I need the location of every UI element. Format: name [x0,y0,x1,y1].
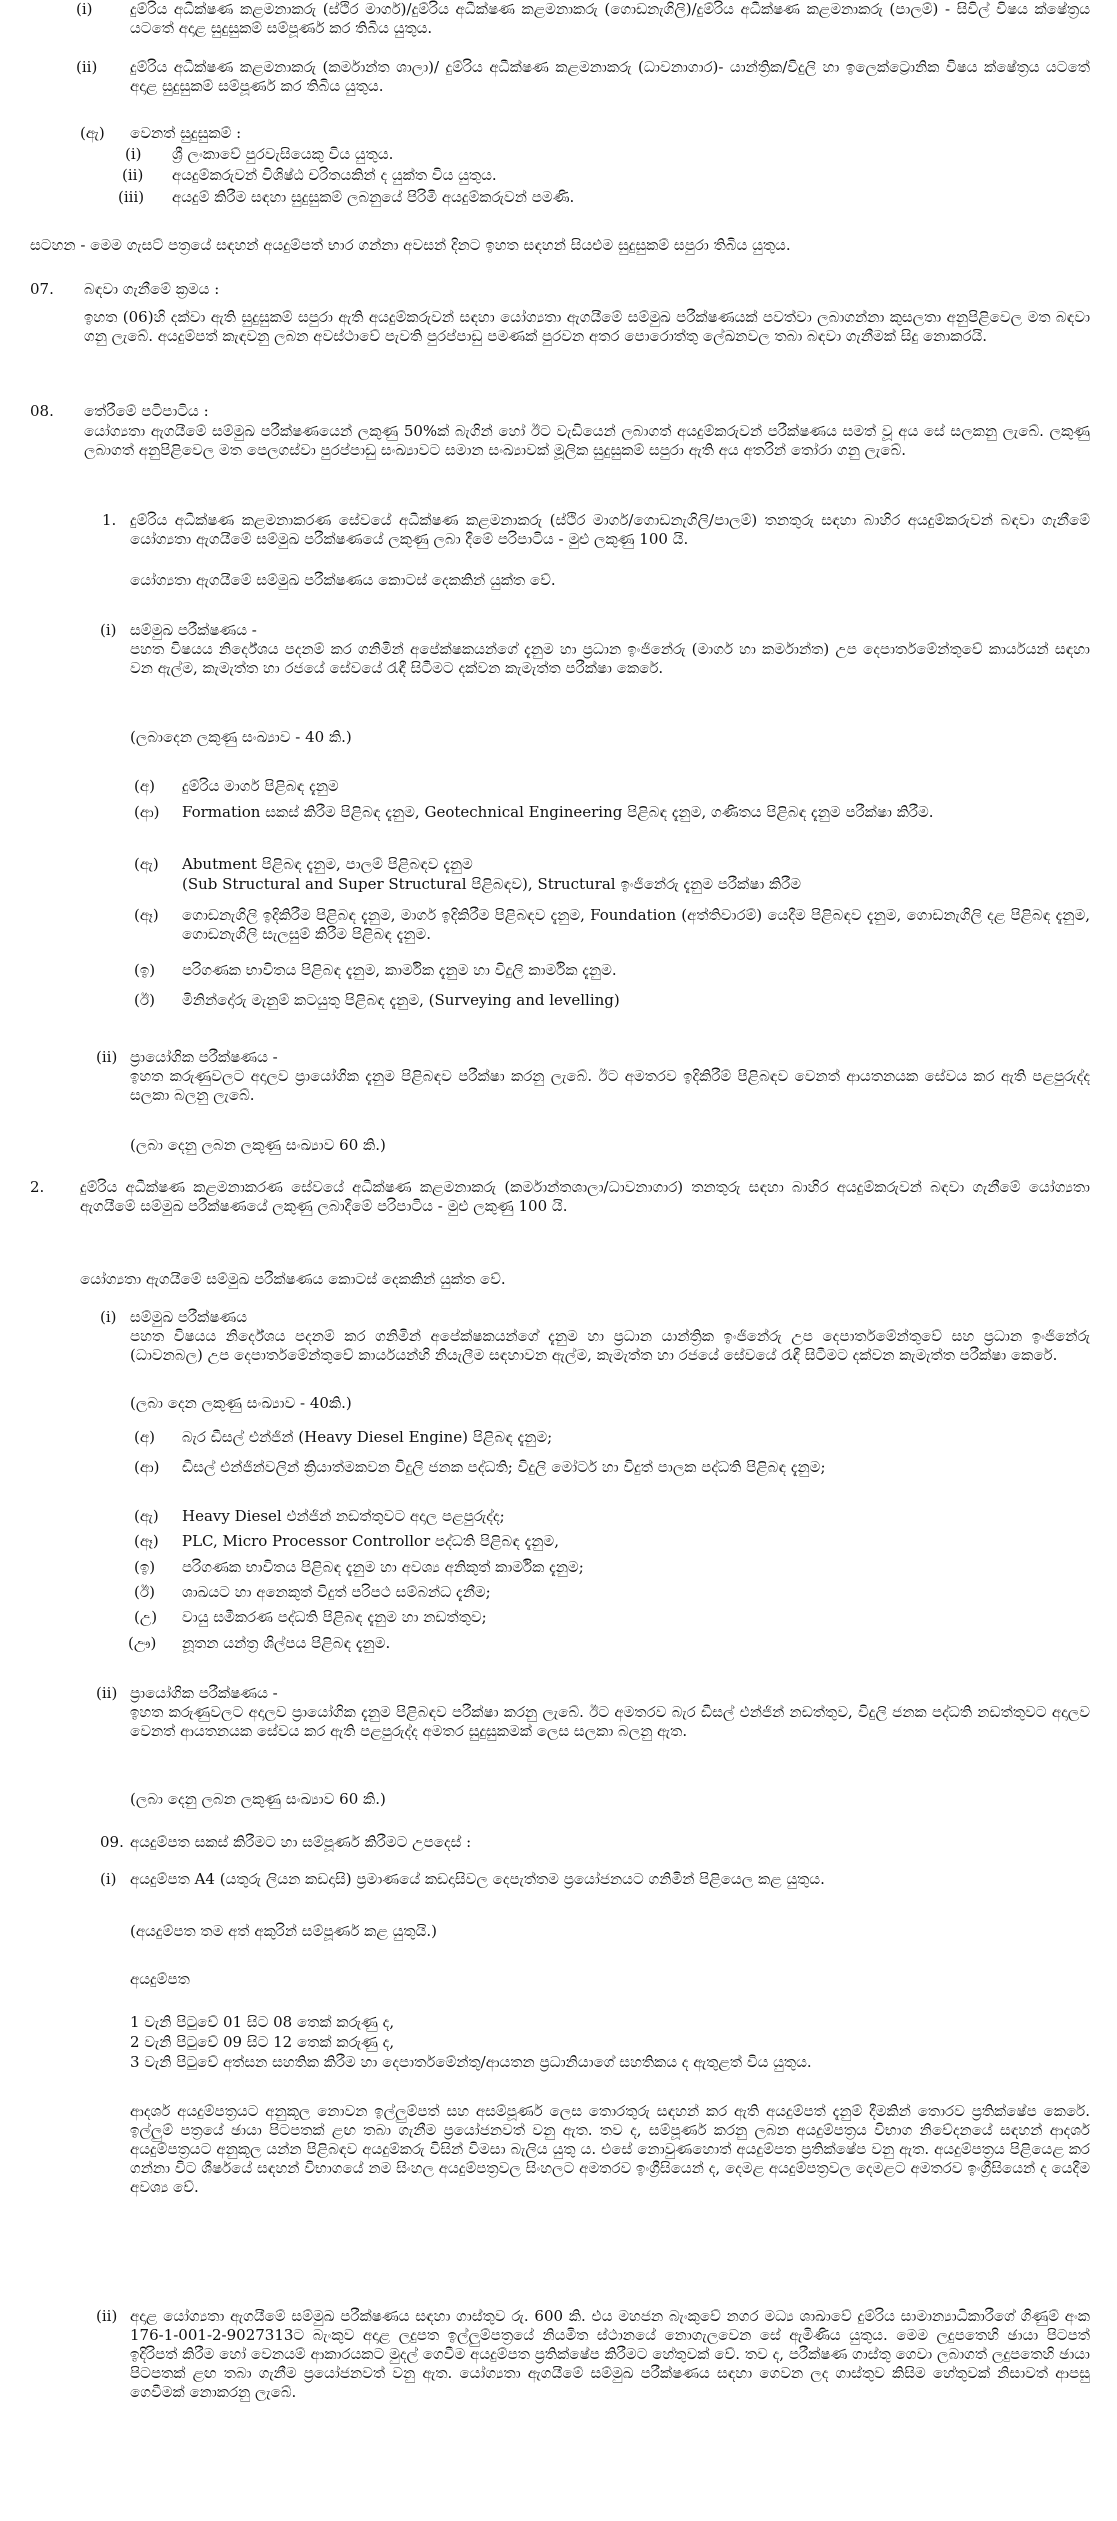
section-09-note: (අයදුම්පත තම අත් අකුරින් සම්පූර්ණ කළ යුතුයි.) [130,1922,437,1940]
sub-1-item-number: (අ) [134,777,155,795]
sub-2-parts-text: යෝග්‍යතා ඇගයීමේ සම්මුඛ පරීක්ෂණය කොටස් දෙකකින් යුක්ත වේ. [80,1270,506,1288]
section-09-i-text: අයදුම්පත A4 (යතුරු ලියන කඩදාසි) ප්‍රමාණයේ කඩදාසිවල දෙපැත්තම ප්‍රයෝජනයට ගනිමින් පිළියෙල කළ යුතුය. [130,1870,825,1888]
sub-1-ii-marks: (ලබා දෙනු ලබන ලකුණු සංඛ්‍යාව 60 කි.) [130,1136,386,1154]
section-09-ii-number: (ii) [96,2307,118,2325]
other-quals-item-number: (i) [125,145,142,163]
sub-2-i-marks: (ලබා දෙන ලකුණු සංඛ්‍යාව - 40කි.) [130,1394,352,1412]
section-09-i-number: (i) [100,1870,117,1888]
other-quals-number: (ඇ) [80,124,105,142]
sub-1-number: 1. [102,511,117,529]
top-item-ii-number: (ii) [76,58,98,76]
sub-2-item-text: ඩීසල් එන්ජින්වලින් ක්‍රියාත්මකවන විදුලි ජනක පද්ධති; විදුලි මෝටර් හා විදුත් පාලක පද්ධති පිළිබඳ දැනුම; [182,1458,826,1476]
section-09-label: අයදුම්පත [130,1970,190,1988]
sub-1-item-text: මිනින්දෝරු මැනුම් කටයුතු පිළිබඳ දැනුම, (Surveying and levelling) [182,991,620,1009]
section-08-intro: යෝග්‍යතා ඇගයීමේ සම්මුඛ පරීක්ෂණයෙන් ලකුණු 50%ක් බැගින් හෝ ඊට වැඩියෙන් ලබාගත් අයදුම්කරුවන් පරීක්ෂණය සමත් වූ අය සේ සලකනු ලැබේ. ලකුණු ලබාගත් අනුපිළිවෙල මත පෙලගස්වා පුරප්පාඩු සංඛ්‍යාවට සමාන සංඛ්‍යාවක් මූලික සුදුසුකම් සපුරා ඇති අය අතරින් තෝරා ගනු ලැබේ. [84,422,1090,459]
sub-2-i-text: පහත විෂයය නිර්දේශය පදනම් කර ගනිමින් අපේක්ෂකයන්ගේ දැනුම හා ප්‍රධාන යාන්ත්‍රික ඉංජිනේරු උප දෙපාර්තමේන්තුවේ සහ ප්‍රධාන ඉංජිනේරු (ධාවනබල) උප දෙපාර්තමේන්තුවේ කාර්යයන්හි නියැලීම සඳහාවන ඇල්ම, කැමැත්ත හා රජයේ සේවයේ රැඳී සිටීමට දක්වන කැමැත්ත පරීක්ෂා කෙරේ. [130,1327,1090,1364]
sub-2-ii-text: ඉහත කරුණුවලට අදාලව ප්‍රායෝගික දැනුම පිළිබඳව පරීක්ෂා කරනු ලැබේ. ඊට අමතරව බැර ඩීසල් එන්ජින් නඩත්තුව, විදුලි ජනක පද්ධති නඩත්තුවට අදාලව වෙනත් ආයතනයක සේවය කර ඇති පළපුරුද්ද අමතර සුදුසුකමක් ලෙස සලකා බලනු ඇත. [130,1703,1090,1740]
sub-1-ii-number: (ii) [96,1048,118,1066]
sub-1-item-number: (ඈ) [134,906,159,924]
page-instruction: 3 වැනි පිටුවේ අත්සන සහතික කිරීම හා දෙපාර්තමේන්තු/ආයතන ප්‍රධානියාගේ සහතිකය ද ඇතුළත් විය යුතුය. [130,2053,812,2071]
sub-2-i-title: සම්මුඛ පරීක්ෂණය [130,1308,248,1326]
other-quals-item-number: (iii) [118,188,145,206]
sub-1-parts-text: යෝග්‍යතා ඇගයීමේ සම්මුඛ පරීක්ෂණය කොටස් දෙකකින් යුක්ත වේ. [130,571,556,589]
page-instruction: 2 වැනි පිටුවේ 09 සිට 12 තෙක් කරුණු ද, [130,2033,395,2051]
sub-1-item-number: (ආ) [134,803,160,821]
sub-1-item-text: Abutment පිළිබඳ දැනුම, පාලම් පිළිබඳව දැනුම [182,855,473,873]
sub-1-item-text: ගොඩනැගිලි ඉදිකිරීම පිළිබඳ දැනුම, මාර්ග ඉදිකිරීම පිළිබඳව දැනුම, Foundation (අත්තිවාරම්) යෙදීම පිළිබඳව දැනුම, ගොඩනැගිලි දළ පිළිබඳ දැනුම, ගොඩනැගිලි සැලසුම් කිරීම පිළිබඳ දැනුම. [182,906,1090,943]
section-07-text: ඉහත (06)හි දක්වා ඇති සුදුසුකම් සපුරා ඇති අයදුම්කරුවන් සඳහා යෝග්‍යතා ඇගයීමේ සම්මුඛ පරීක්ෂණයක් පවත්වා ලබාගන්නා කුසලතා අනුපිළිවෙල මත බඳවා ගනු ලැබේ. අයදුම්පත් කැඳවනු ලබන අවස්ථාවේ පැවති පුරප්පාඩු පමණක් පුරවන අතර පොරොත්තු ලේඛනවල තබා බඳවා ගැනීමක් සිදු නොකරයි. [84,308,1090,345]
page-instruction: 1 වැනි පිටුවේ 01 සිට 08 තෙක් කරුණු ද, [130,2013,395,2031]
sub-1-i-title: සම්මුඛ පරීක්ෂණය - [130,621,257,639]
sub-1-item-text: Formation සකස් කිරීම පිළිබඳ දැනුම, Geotechnical Engineering පිළිබඳ දැනුම, ගණිතය පිළිබඳ දැනුම පරීක්ෂා කිරීම. [182,803,934,821]
section-09-ii-text: අදාළ යෝග්‍යතා ඇගයීමේ සම්මුඛ පරීක්ෂණය සඳහා ගාස්තුව රු. 600 කි. එය මහජන බැංකුවේ නගර මධ්‍ය ශාඛාවේ දුම්රිය සාමාන්‍යාධිකාරීගේ ගිණුම් අංක 176-1-001-2-9027313ට බැංකුව අදාළ ලදුපත ඉල්ලුම්පත්‍රයේ නියමිත ස්ථානයේ නොගැලවෙන සේ ඇමිණිය යුතුය. මෙම ලදුපතෙහි ඡායා පිටපත් ඉදිරිපත් කිරීම හෝ වෙනයම් ආකාරයකට මුදල් ගෙවීම අයදුම්පත ප්‍රතික්ෂේප කිරීමට හේතුවක් වේ. තව ද, පරීක්ෂණ ගාස්තු ගෙවා ලබාගත් ලදුපතෙහි ඡායා පිටපතක් ළඟ තබා ගැනීම ප්‍රයෝජනවත් වනු ඇත. යෝග්‍යතා ඇගයීමේ සම්මුඛ පරීක්ෂණය සඳහා ගෙවන ලද ගාස්තුව කිසිම හේතුවක් නිසාවත් ආපසු ගෙවීමක් නොකරනු ලැබේ. [130,2307,1090,2401]
sub-2-ii-title: ප්‍රායෝගික පරීක්ෂණය - [130,1684,278,1702]
sub-2-item-number: (උ) [134,1608,158,1626]
section-08-title: තේරීමේ පටිපාටිය : [84,402,209,420]
sub-2-item-number: (ආ) [134,1458,160,1476]
top-item-i-number: (i) [76,0,93,18]
sub-2-item-text: පරිගණක භාවිතය පිළිබඳ දැනුම හා අවශ්‍ය අනිකුත් කාර්මික දැනුම; [182,1558,584,1576]
other-quals-item-text: අයදුම් කිරීම සඳහා සුදුසුකම් ලබනුයේ පිරිමි අයදුම්කරුවන් පමණි. [172,188,575,206]
sub-2-item-number: (ඇ) [134,1507,159,1525]
section-08-number: 08. [30,402,54,420]
sub-2-number: 2. [30,1178,45,1196]
sub-2-item-number: (ඉ) [134,1558,156,1576]
sub-1-item-text: දුම්රිය මාර්ග පිළිබඳ දැනුම [182,777,339,795]
other-quals-item-text: ශ්‍රී ලංකාවේ පුරවැසියෙකු විය යුතුය. [172,145,394,163]
other-quals-item-number: (ii) [122,166,144,184]
section-09-paragraph: ආදර්ශ අයදුම්පත්‍රයට අනුකූල නොවන ඉල්ලුම්පත් සහ අසම්පූර්ණ ලෙස තොරතුරු සඳහන් කර ඇති අයදුම්පත් දැනුම් දීමකින් තොරව ප්‍රතික්ෂේප කෙරේ. ඉල්ලුම් පත්‍රයේ ඡායා පිටපතක් ළඟ තබා ගැනීම ප්‍රයෝජනවත් වනු ඇත. තව ද, සම්පූර්ණ කරනු ලබන අයදුම්පත්‍රය විභාග නිවේදනයේ සඳහන් ආදර්ශ අයදුම්පත්‍රයට අනුකූල යන්න පිළිබඳව අයදුම්කරු විසින් විමසා බැලිය යුතු ය. එසේ නොවුණහොත් අයදුම්පත ප්‍රතික්ෂේප වනු ඇත. අයදුම්පත්‍රය පිළියෙළ කර ගන්නා විට ශීර්ෂයේ සඳහන් විභාගයේ නම සිංහල අයදුම්පත්‍රවල සිංහලට අමතරව ඉංග්‍රීසියෙන් ද, දෙමළ අයදුම්පත්‍රවල දෙමළට අමතරව ඉංග්‍රීසියෙන් ද යෙදීම අවශ්‍ය වේ. [130,2102,1090,2196]
sub-2-text: දුම්රිය අධීක්ෂණ කළමනාකරණ සේවයේ අධීක්ෂණ කළමනාකරු (කර්මාන්තශාලා/ධාවනාගාර) තනතුරු සඳහා බාහිර අයදුම්කරුවන් බඳවා ගැනීමේ යෝග්‍යතා ඇගයීමේ සම්මුඛ පරීක්ෂණයේ ලකුණු ලබාදීමේ පරිපාටිය - මුළු ලකුණු 100 යි. [80,1178,1090,1215]
top-item-i-text: දුම්රිය අධීක්ෂණ කළමනාකරු (ස්ථිර මාර්ග)/දුම්රිය අධීක්ෂණ කළමනාකරු (ගොඩනැගිලි)/දුම්රිය අධීක්ෂණ කළමනාකරු (පාලම්) - සිවිල් විෂය ක්ෂේත්‍රය යටතේ අදාළ සුදුසුකම් සම්පූර්ණ කර තිබිය යුතුය. [130,0,1090,37]
sub-1-ii-title: ප්‍රායෝගික පරීක්ෂණය - [130,1048,278,1066]
sub-2-i-number: (i) [100,1308,117,1326]
sub-2-item-text: බැර ඩීසල් එන්ජින් (Heavy Diesel Engine) පිළිබඳ දැනුම; [182,1428,553,1446]
sub-2-item-number: (ඈ) [134,1532,159,1550]
section-07-number: 07. [30,280,54,298]
sub-1-item-number: (ඇ) [134,855,159,873]
sub-1-item-text: පරිගණක භාවිතය පිළිබඳ දැනුම, කාර්මික දැනුම හා විදුලි කාර්මික දැනුම. [182,961,617,979]
sub-1-i-number: (i) [100,621,117,639]
section-07-title: බඳවා ගැනීමේ ක්‍රමය : [84,280,220,298]
sub-1-item-number: (ඊ) [134,991,155,1009]
top-item-ii-text: දුම්රිය අධීක්ෂණ කළමනාකරු (කර්මාන්ත ශාලා)/ දුම්රිය අධීක්ෂණ කළමනාකරු (ධාවනාගාර)- යාන්ත්‍රික/විදුලි හා ඉලෙක්ට්‍රොනික විෂය ක්ෂේත්‍රය යටතේ අදාළ සුදුසුකම් සම්පූර්ණ කර තිබිය යුතුය. [130,58,1090,95]
sub-2-item-number: (අ) [134,1428,155,1446]
section-09-number: 09. [100,1833,124,1851]
section-09-title: අයදුම්පත සකස් කිරීමට හා සම්පූර්ණ කිරීමට උපදෙස් : [130,1833,472,1851]
sub-2-item-text: PLC, Micro Processor Controllor පද්ධති පිළිබඳ දැනුම, [182,1532,559,1550]
sub-2-ii-number: (ii) [96,1684,118,1702]
sub-1-i-text: පහත විෂයය නිර්දේශය පදනම් කර ගනිමින් අපේක්ෂකයන්ගේ දැනුම හා ප්‍රධාන ඉංජිනේරු (මාර්ග හා කර්මාන්ත) උප දෙපාර්තමේන්තුවේ කාර්යයන් සඳහා වන ඇල්ම, කැමැත්ත හා රජයේ සේවයේ රැඳී සිටීමට දක්වන කැමැත්ත පරීක්ෂා කෙරේ. [130,640,1090,677]
sub-2-item-text: Heavy Diesel එන්ජින් නඩත්තුවට අදාල පළපුරුද්ද; [182,1507,505,1525]
sub-2-item-text: ශාඛයට හා අනෙකුත් විදුත් පරිපථ සම්බන්ධ දැනීම; [182,1583,491,1601]
sub-2-item-number: (ඌ) [128,1634,157,1652]
sub-1-item-number: (ඉ) [134,961,156,979]
other-quals-heading: වෙනත් සුදුසුකම් : [130,124,242,142]
other-quals-item-text: අයදුම්කරුවන් විශිෂ්ඨ චරිතයකින් ද යුක්ත විය යුතුය. [172,166,497,184]
sub-2-item-text: නූතන යන්ත්‍ර ශිල්පය පිළිබඳ දැනුම. [182,1634,391,1652]
sub-2-ii-marks: (ලබා දෙනු ලබන ලකුණු සංඛ්‍යාව 60 කි.) [130,1790,386,1808]
sub-2-item-number: (ඊ) [134,1583,155,1601]
sub-1-i-marks: (ලබාදෙන ලකුණු සංඛ්‍යාව - 40 කි.) [130,728,352,746]
sub-1-text: දුම්රිය අධීක්ෂණ කළමනාකරණ සේවයේ අධීක්ෂණ කළමනාකරු (ස්ථිර මාර්ග/ගොඩනැගිලි/පාලම්) තනතුරු සඳහා බාහිර අයදුම්කරුවන් බඳවා ගැනීමේ යෝග්‍යතා ඇගයීමේ සම්මුඛ පරීක්ෂණයේ ලකුණු ලබා දීමේ පරිපාටිය - මුළු ලකුණු 100 යි. [130,511,1090,548]
sub-1-ii-text: ඉහත කරුණුවලට අදාලව ප්‍රායෝගික දැනුම පිළිබඳව පරීක්ෂා කරනු ලැබේ. ඊට අමතරව ඉදිකිරීම් පිළිබඳව වෙනත් ආයතනයක සේවය කර ඇති පළපුරුද්ද සලකා බලනු ලැබේ. [130,1067,1090,1104]
note-text: සටහන - මෙම ගැසට් පත්‍රයේ සඳහන් අයදුම්පත් භාර ගන්නා අවසන් දිනට ඉහත සඳහන් සියළුම සුදුසුකම් සපුරා තිබිය යුතුය. [30,236,791,254]
sub-1-item-text: (Sub Structural and Super Structural පිළිබඳව), Structural ඉංජිනේරු දැනුම පරීක්ෂා කිරීම [182,875,802,893]
sub-2-item-text: වායු සමීකරණ පද්ධති පිළිබඳ දැනුම හා නඩත්තුව; [182,1608,487,1626]
